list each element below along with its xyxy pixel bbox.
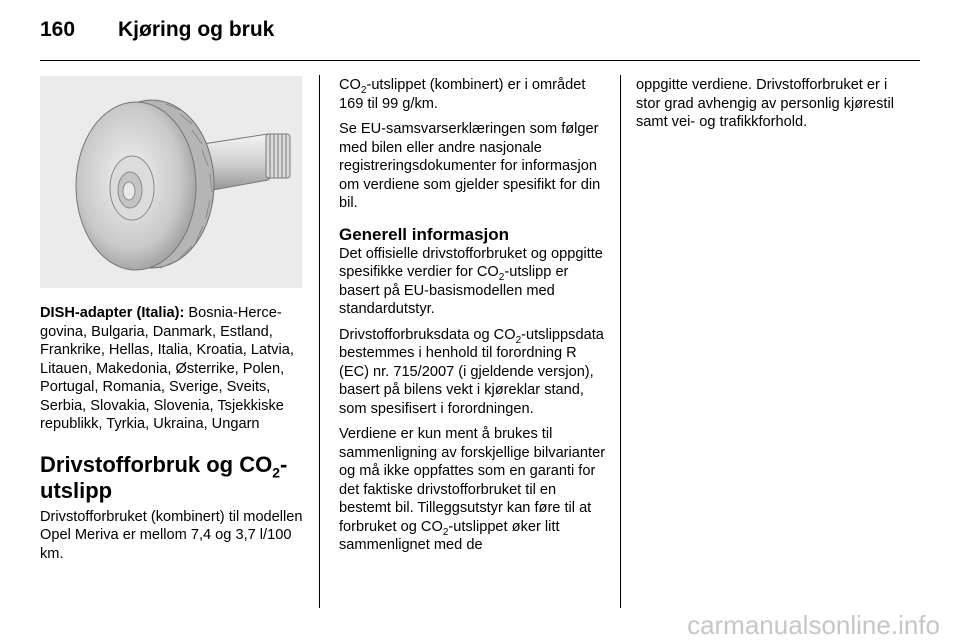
co2-range-paragraph: $CO_2$-utslippet (kombinert) er i området 169 til 99 g/km. — [339, 77, 586, 112]
page-title: Kjøring og bruk — [118, 18, 275, 41]
column-divider-1 — [319, 75, 320, 608]
dish-adapter-label: DISH-adapter (Italia): — [40, 305, 185, 321]
header-rule — [40, 60, 920, 61]
column-1 — [40, 304, 306, 570]
eu-declaration-paragraph: Se EU-samsvarserklæringen som følger med bilen eller andre nasjonale registreringsdokumenter for informasjon om verdiene som gjelder spesifikt for din bil. — [339, 121, 601, 211]
dish-adapter-illustration — [40, 76, 302, 288]
column-2 — [339, 76, 607, 562]
fuel-consumption-paragraph: Drivstofforbruket (kombinert) til modellen Opel Meriva er mellom 7,4 og 3,7 l/100 km. — [40, 508, 303, 562]
comparison-paragraph: Verdiene er kun ment å brukes til sammenligning av forskjellige bilvarianter og må ikke oppfattes som en garanti for det faktiske drivstofforbruket til en bestemt bil. Tilleggsutstyr kan føre til at forbruket og $CO_2$-utslippet øker litt sammenlignet med de — [339, 426, 606, 553]
official-consumption-paragraph: Det offisielle drivstofforbruket og oppgitte spesifikke verdier for $CO_2$-utslipp er basert på EU-basismodellen med standardutstyr. — [339, 245, 603, 317]
dish-adapter-countries: Bosnia-Hercegovina, Bulgaria, Danmark, Estland, Frankrike, Hellas, Italia, Kroatia, Latvia, Litauen, Makedonia, Østerrike, Polen, Portugal, Romania, Sverige, Sveits, Serbia, Slovakia, Slovenia, Tsjekkiske republikk, Tyrkia, Ukraina, Ungarn — [40, 305, 294, 432]
page-header — [40, 14, 920, 54]
column-divider-2 — [620, 75, 621, 608]
page-number: 160 — [40, 18, 76, 41]
section-heading-general-info: Generell informasjon — [339, 224, 510, 244]
dish-adapter-paragraph — [40, 304, 306, 434]
section-heading-fuel-consumption: Drivstofforbruk og $CO_2$-utslipp — [40, 451, 288, 503]
driving-style-paragraph: oppgitte verdiene. Drivstofforbruket er i stor grad avhengig av personlig kjørestil samt vei- og trafikkforhold. — [636, 77, 894, 130]
watermark: carmanualsonline.info — [687, 610, 940, 640]
regulation-paragraph: Drivstofforbruksdata og $CO_2$-utslippsdata bestemmes i henhold til forordning R (EC) nr. 715/2007 (i gjeldende versjon), basert på bilens vekt i kjøreklar stand, som spesifisert i forordningen. — [339, 326, 604, 417]
column-3 — [636, 76, 906, 139]
